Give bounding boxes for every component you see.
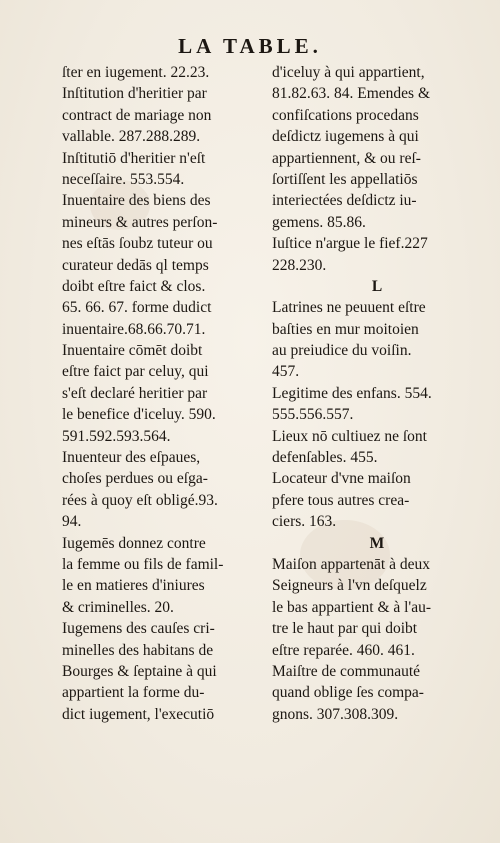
index-line: au preiudice du voiſin. <box>272 342 412 360</box>
index-line: deſdictz iugemens à qui <box>272 128 419 146</box>
index-line: Iugemens des cauſes cri- <box>62 620 215 638</box>
index-line: choſes perdues ou eſga- <box>62 470 208 488</box>
index-line: vallable. 287.288.289. <box>62 128 201 146</box>
index-line: curateur dedās ql temps <box>62 256 209 274</box>
index-line: inuentaire.68.66.70.71. <box>62 320 206 338</box>
index-line: mineurs & autres perſon- <box>62 213 218 231</box>
index-line: Maiſon appartenāt à deux <box>272 555 430 573</box>
index-line: minelles des habitans de <box>62 641 214 659</box>
index-line: 591.592.593.564. <box>62 427 171 445</box>
index-line: 228.230. <box>272 256 327 274</box>
index-line: Iuſtice n'argue le fief.227 <box>272 235 428 253</box>
left-column <box>62 62 267 725</box>
index-line: baſties en mur moitoien <box>272 320 419 338</box>
index-line: eſtre faict par celuy, qui <box>62 363 209 381</box>
index-line: Lieux nō cultiuez ne ſont <box>272 427 427 445</box>
index-line: gnons. 307.308.309. <box>272 705 399 723</box>
index-line: & criminelles. 20. <box>62 598 174 616</box>
index-line: 94. <box>62 513 82 531</box>
index-line: rées à quoy eſt obligé.93. <box>62 491 218 509</box>
index-line: d'iceluy à qui appartient, <box>272 64 425 81</box>
index-line: Iugemēs donnez contre <box>62 534 206 552</box>
index-line: Inuentaire cōmēt doibt <box>62 342 203 360</box>
index-line: le benefice d'iceluy. 590. <box>62 406 216 424</box>
index-line: Latrines ne peuuent eſtre <box>272 299 426 317</box>
index-line: defenſables. 455. <box>272 449 378 467</box>
index-line: nes eſtās ſoubz tuteur ou <box>62 235 213 253</box>
index-line: Inuentaire des biens des <box>62 192 211 210</box>
running-head: LA TABLE. <box>178 34 322 58</box>
section-letter: L <box>371 277 383 295</box>
index-line: s'eſt declaré heritier par <box>62 384 208 402</box>
index-line: appartient la forme du- <box>62 684 205 702</box>
index-line: Inſtitutiō d'heritier n'eſt <box>62 149 206 167</box>
index-line: quand oblige ſes compa- <box>272 684 424 702</box>
index-line: Seigneurs à l'vn deſquelz <box>272 577 427 595</box>
index-line: Legitime des enfans. 554. <box>272 384 432 402</box>
index-line: ciers. 163. <box>272 513 337 531</box>
index-line: ſortiſſent les appellatiōs <box>272 170 418 188</box>
index-line: Inſtitution d'heritier par <box>62 85 207 103</box>
index-line: confiſcations procedans <box>272 106 419 124</box>
index-line: pfere tous autres crea- <box>272 491 410 509</box>
index-line: la femme ou fils de famil- <box>62 555 224 573</box>
index-line: neceſſaire. 553.554. <box>62 170 185 188</box>
index-line: 81.82.63. 84. Emendes & <box>272 85 430 103</box>
index-line: Inuenteur des eſpaues, <box>62 449 201 467</box>
index-line: le en matieres d'iniures <box>62 577 205 595</box>
index-line: 555.556.557. <box>272 406 354 424</box>
section-letter: M <box>369 534 385 552</box>
index-line: doibt eſtre faict & clos. <box>62 277 206 295</box>
index-line: contract de mariage non <box>62 106 212 124</box>
index-line: gemens. 85.86. <box>272 213 366 231</box>
index-line: Locateur d'vne maiſon <box>272 470 411 488</box>
index-line: eſtre reparée. 460. 461. <box>272 641 415 659</box>
index-line: 65. 66. 67. forme dudict <box>62 299 212 317</box>
right-column <box>272 62 482 725</box>
index-line: interiectées deſdictz iu- <box>272 192 417 210</box>
index-line: Maiſtre de communauté <box>272 662 421 680</box>
index-line: appartiennent, & ou reſ- <box>272 149 421 167</box>
index-line: ſter en iugement. 22.23. <box>62 64 210 81</box>
index-line: Bourges & ſeptaine à qui <box>62 662 217 680</box>
index-line: dict iugement, l'executiō <box>62 705 215 723</box>
index-line: le bas appartient & à l'au- <box>272 598 432 616</box>
index-line: tre le haut par qui doibt <box>272 620 418 638</box>
index-line: 457. <box>272 363 300 381</box>
